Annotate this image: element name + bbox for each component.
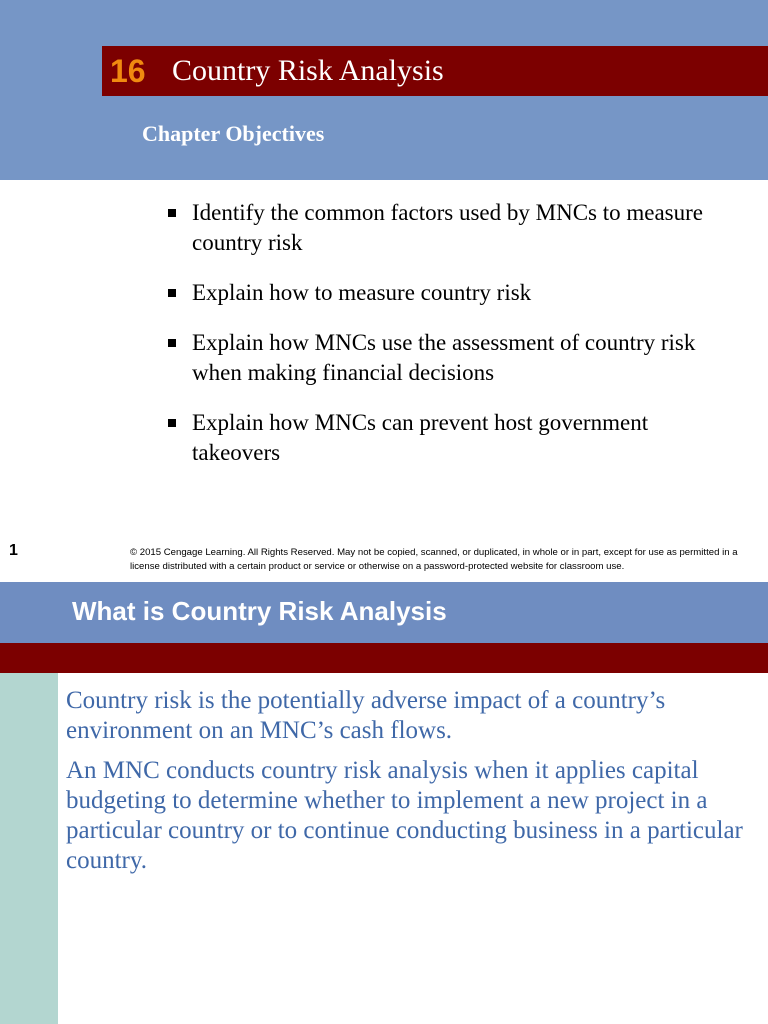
slide-header-band [0, 582, 768, 643]
slide-header-band [0, 0, 768, 180]
chapter-objectives-heading: Chapter Objectives [142, 121, 325, 146]
copyright-notice: © 2015 Cengage Learning. All Rights Reserved. May not be copied, scanned, or duplicated, in whole or in part, except for use as permitted in a license distributed with a certain product or service or otherwise on a password-protected website for classroom use. [130, 547, 738, 572]
square-bullet-icon [168, 419, 176, 427]
slide-body [66, 686, 746, 886]
objective-item [166, 328, 726, 388]
chapter-title: Country Risk Analysis [172, 54, 444, 87]
square-bullet-icon [168, 209, 176, 217]
slide-number: 1 [9, 542, 18, 559]
left-margin-bar [0, 673, 58, 1024]
objective-item [166, 278, 726, 308]
objective-item [166, 408, 726, 468]
body-paragraph: Country risk is the potentially adverse impact of a country’s environment on an MNC’s cash flows. [66, 687, 666, 744]
square-bullet-icon [168, 339, 176, 347]
objective-item [166, 198, 726, 258]
objective-text: Identify the common factors used by MNCs to measure country risk [192, 200, 703, 255]
objectives-list [166, 198, 726, 488]
slide-title: What is Country Risk Analysis [72, 596, 447, 626]
body-paragraph: An MNC conducts country risk analysis when it applies capital budgeting to determine whether to implement a new project in a particular country or to continue conducting business in a particular country. [66, 757, 743, 874]
objective-text: Explain how MNCs use the assessment of country risk when making financial decisions [192, 330, 696, 385]
chapter-number: 16 [110, 52, 146, 89]
chapter-title-bar [102, 46, 768, 96]
objective-text: Explain how MNCs can prevent host government takeovers [192, 410, 649, 465]
objective-text: Explain how to measure country risk [192, 280, 532, 305]
title-underline-stripe [0, 643, 768, 673]
square-bullet-icon [168, 289, 176, 297]
